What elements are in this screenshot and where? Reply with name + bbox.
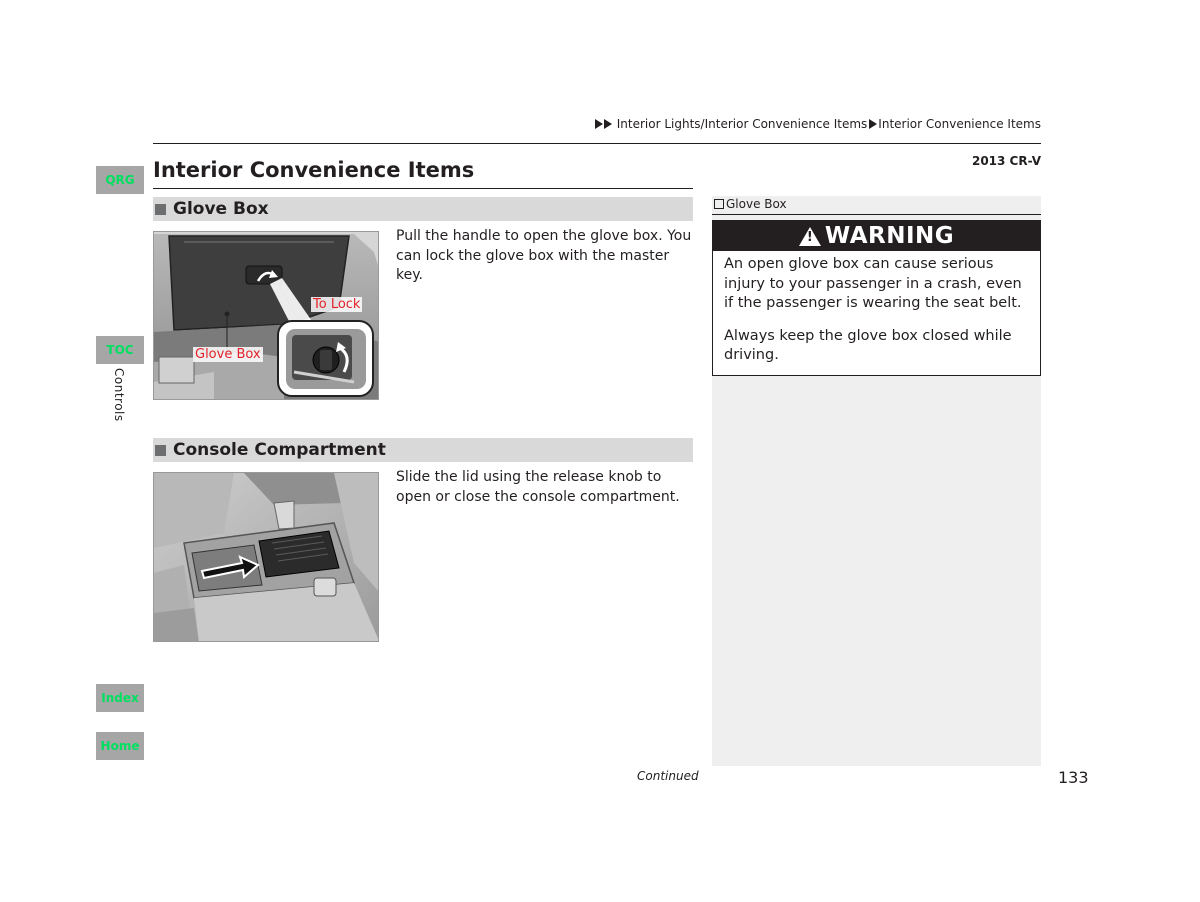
home-button[interactable]: Home [96,732,144,760]
section-label: Controls [112,368,126,422]
breadcrumb-item[interactable]: Interior Convenience Items [878,117,1041,131]
heading-square-icon [155,445,166,456]
glove-box-drawing [154,232,379,400]
glove-box-callout: Glove Box [195,347,261,362]
warning-triangle-icon: ! [799,227,821,246]
console-heading-text: Console Compartment [173,440,386,460]
glove-box-illustration [153,231,379,400]
warning-paragraph: An open glove box can cause serious injury to your passenger in a crash, even if the passenger is wearing the seat belt. [724,256,1022,311]
glove-box-heading-text: Glove Box [173,199,269,219]
header-rule [153,143,1041,144]
console-text: Slide the lid using the release knob to open or close the console compartment. [396,469,680,505]
page-number: 133 [1058,768,1089,787]
warning-box [712,220,1041,376]
title-rule [153,188,693,189]
breadcrumb-arrow-icon [869,119,877,129]
reference-icon [714,199,724,209]
model-label: 2013 CR-V [971,154,1041,168]
console-heading [153,438,693,462]
console-drawing [154,473,379,642]
breadcrumb-item[interactable]: Interior Lights/Interior Convenience Items [616,117,868,131]
to-lock-callout: To Lock [313,297,361,312]
breadcrumb[interactable] [595,117,1041,131]
index-button[interactable]: Index [96,684,144,712]
page-title: Interior Convenience Items [153,158,475,182]
glove-box-heading [153,197,693,221]
breadcrumb-arrow-icon [595,119,603,129]
console-illustration [153,472,379,642]
qrg-button[interactable]: QRG [96,166,144,194]
toc-button[interactable]: TOC [96,336,144,364]
glove-box-text: Pull the handle to open the glove box. You can lock the glove box with the master key. [396,228,692,283]
warning-label: WARNING [824,223,955,249]
note-heading-text[interactable]: Glove Box [726,197,787,211]
note-heading[interactable] [712,196,1041,215]
warning-paragraph: Always keep the glove box closed while driving. [724,327,1012,363]
continued-label: Continued [637,769,699,783]
warning-bar [713,221,1040,251]
breadcrumb-arrow-icon [604,119,612,129]
heading-square-icon [155,204,166,215]
